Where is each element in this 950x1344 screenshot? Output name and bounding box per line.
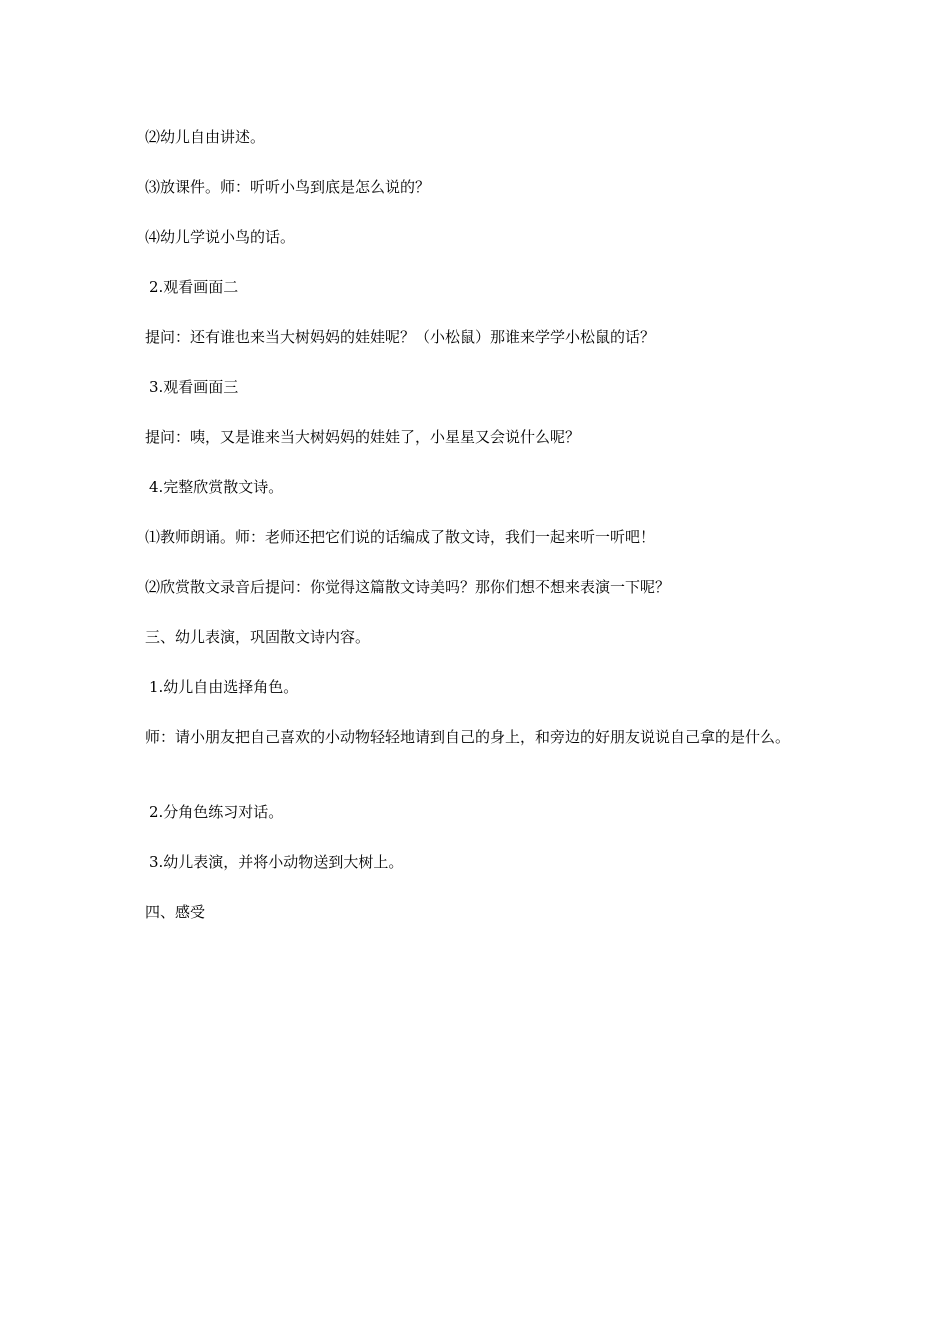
paragraph-step-4-imitate-bird: ⑷幼儿学说小鸟的话。 — [145, 228, 296, 246]
heading-view-picture-three: 3.观看画面三 — [149, 378, 239, 396]
heading-children-perform: 3.幼儿表演，并将小动物送到大树上。 — [149, 853, 404, 871]
paragraph-teacher-recites: ⑴教师朗诵。师：老师还把它们说的话编成了散文诗，我们一起来听一听吧！ — [145, 528, 656, 546]
paragraph-question-squirrel: 提问：还有谁也来当大树妈妈的娃娃呢？（小松鼠）那谁来学学小松鼠的话？ — [145, 328, 656, 346]
heading-view-picture-two: 2.观看画面二 — [149, 278, 239, 296]
heading-choose-roles: 1.幼儿自由选择角色。 — [149, 678, 299, 696]
section-heading-performance: 三、幼儿表演，巩固散文诗内容。 — [145, 628, 371, 646]
heading-appreciate-poem: 4.完整欣赏散文诗。 — [149, 478, 284, 496]
paragraph-teacher-instruction: 师：请小朋友把自己喜欢的小动物轻轻地请到自己的身上，和旁边的好朋友说说自己拿的是什么。 — [145, 728, 791, 746]
paragraph-step-3-play-courseware: ⑶放课件。师：听听小鸟到底是怎么说的？ — [145, 178, 431, 196]
paragraph-listen-recording: ⑵欣赏散文录音后提问：你觉得这篇散文诗美吗？那你们想不想来表演一下呢？ — [145, 578, 671, 596]
heading-practice-dialogue: 2.分角色练习对话。 — [149, 803, 284, 821]
section-heading-feelings: 四、感受 — [145, 903, 206, 921]
paragraph-step-2-free-narration: ⑵幼儿自由讲述。 — [145, 128, 266, 146]
paragraph-question-star: 提问：咦，又是谁来当大树妈妈的娃娃了，小星星又会说什么呢？ — [145, 428, 581, 446]
